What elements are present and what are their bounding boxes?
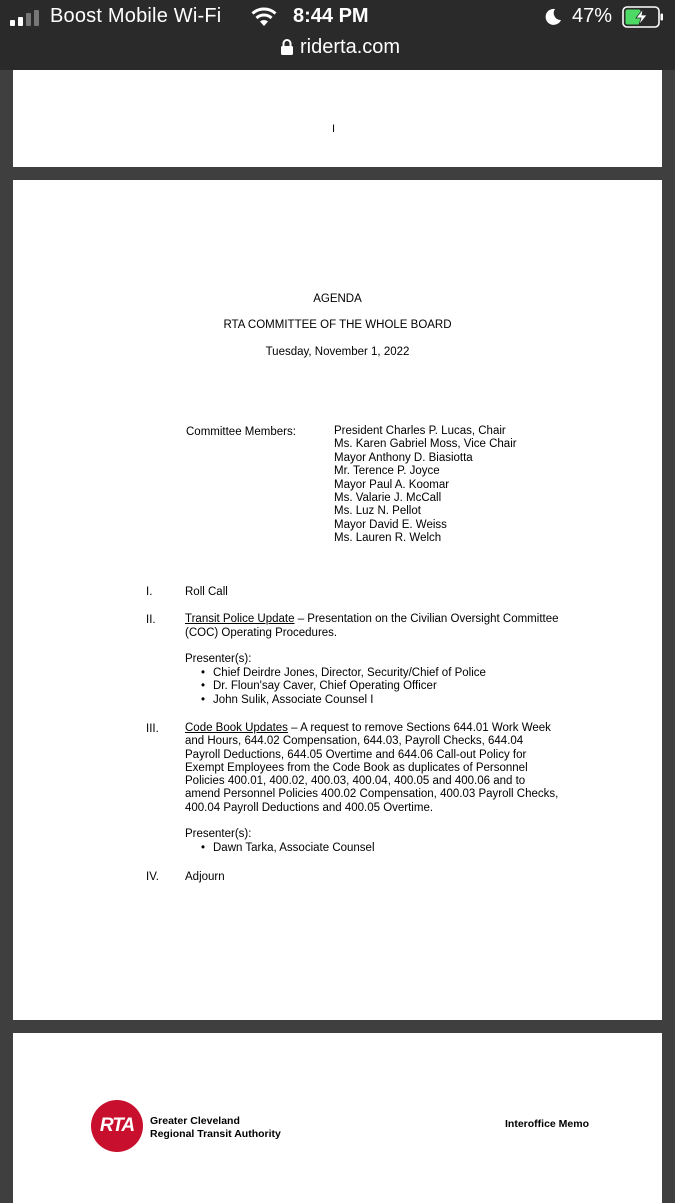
agenda-item-description: (COC) Operating Procedures. [185, 626, 338, 639]
rta-logo-text: RTA [99, 1115, 135, 1136]
agenda-item-description: and Hours, 644.02 Compensation, 644.03, Payroll Checks, 644.04 [185, 735, 524, 748]
presenter-item: • Chief Deirdre Jones, Director, Security/Chief of Police [197, 667, 486, 681]
wifi-icon [251, 7, 277, 27]
presenter-label: Presenter(s): [185, 828, 252, 840]
agenda-item-number: III. [146, 723, 159, 735]
agenda-item-description: – A request to remove Sections 644.01 Work Week [287, 722, 551, 734]
status-bar [0, 0, 675, 70]
agenda-title: AGENDA [313, 293, 362, 305]
agenda-item-description: Payroll Deductions, 644.05 Overtime and 644.06 Call-out Policy for [185, 748, 527, 761]
member-name: Mayor Paul A. Koomar [334, 478, 450, 491]
agenda-item-transit-police [185, 613, 559, 640]
committee-members-label: Committee Members: [186, 426, 296, 438]
battery-charging-icon [622, 6, 664, 28]
agenda-item-code-book [185, 722, 558, 815]
agenda-item-description: Exempt Employees from the Code Book as duplicates of Personnel [185, 761, 528, 774]
member-name: Ms. Lauren R. Welch [334, 532, 442, 545]
lock-icon [280, 38, 294, 56]
signal-bars-icon [10, 10, 40, 26]
agenda-item-number: I. [146, 586, 153, 598]
agenda-item-number: II. [146, 614, 156, 626]
agenda-item-title: Code Book Updates [185, 722, 288, 734]
agenda-item-title: Transit Police Update [185, 613, 295, 625]
page-mark: I [332, 123, 336, 135]
org-name-line2: Regional Transit Authority [150, 1128, 281, 1140]
committee-members-list [334, 425, 517, 546]
member-name: President Charles P. Lucas, Chair [334, 425, 506, 437]
agenda-subtitle: RTA COMMITTEE OF THE WHOLE BOARD [223, 319, 452, 331]
agenda-date: Tuesday, November 1, 2022 [265, 346, 410, 358]
agenda-item-description: amend Personnel Policies 400.02 Compensation, 400.03 Payroll Checks, [185, 788, 559, 801]
document-page-previous [13, 70, 662, 167]
member-name: Mayor David E. Weiss [334, 518, 447, 531]
member-name: Mr. Terence P. Joyce [334, 465, 440, 478]
member-name: Ms. Luz N. Pellot [334, 505, 421, 518]
presenter-item: • Dr. Floun'say Caver, Chief Operating Officer [197, 680, 486, 694]
member-name: Ms. Valarie J. McCall [334, 492, 442, 505]
member-name: Mayor Anthony D. Biasiotta [334, 451, 473, 464]
presenter-label: Presenter(s): [185, 653, 252, 665]
presenters-block [185, 653, 486, 707]
carrier-label: Boost Mobile Wi-Fi [50, 5, 222, 27]
agenda-item-description: – Presentation on the Civilian Oversight Committee [294, 613, 559, 625]
clock: 8:44 PM [293, 5, 369, 27]
url-bar[interactable]: riderta.com [300, 36, 401, 58]
rta-logo [91, 1100, 143, 1152]
agenda-item-roll-call: Roll Call [185, 586, 228, 598]
org-name-line1: Greater Cleveland [150, 1115, 240, 1127]
presenter-item: • John Sulik, Associate Counsel I [197, 694, 486, 708]
agenda-item-number: IV. [146, 871, 160, 883]
member-name: Ms. Karen Gabriel Moss, Vice Chair [334, 438, 517, 451]
memo-label: Interoffice Memo [505, 1118, 590, 1130]
agenda-item-adjourn: Adjourn [185, 871, 225, 883]
moon-icon [544, 8, 562, 26]
org-name [150, 1115, 281, 1141]
document-page-agenda [13, 180, 662, 1020]
agenda-item-description: 400.04 Payroll Deductions and 400.05 Overtime. [185, 801, 434, 814]
battery-percentage: 47% [572, 5, 613, 27]
agenda-item-description: Policies 400.01, 400.02, 400.03, 400.04, 400.05 and 400.06 and to [185, 775, 526, 788]
presenters-block [185, 828, 375, 855]
document-page-memo [13, 1033, 662, 1203]
presenter-item: • Dawn Tarka, Associate Counsel [197, 842, 375, 856]
